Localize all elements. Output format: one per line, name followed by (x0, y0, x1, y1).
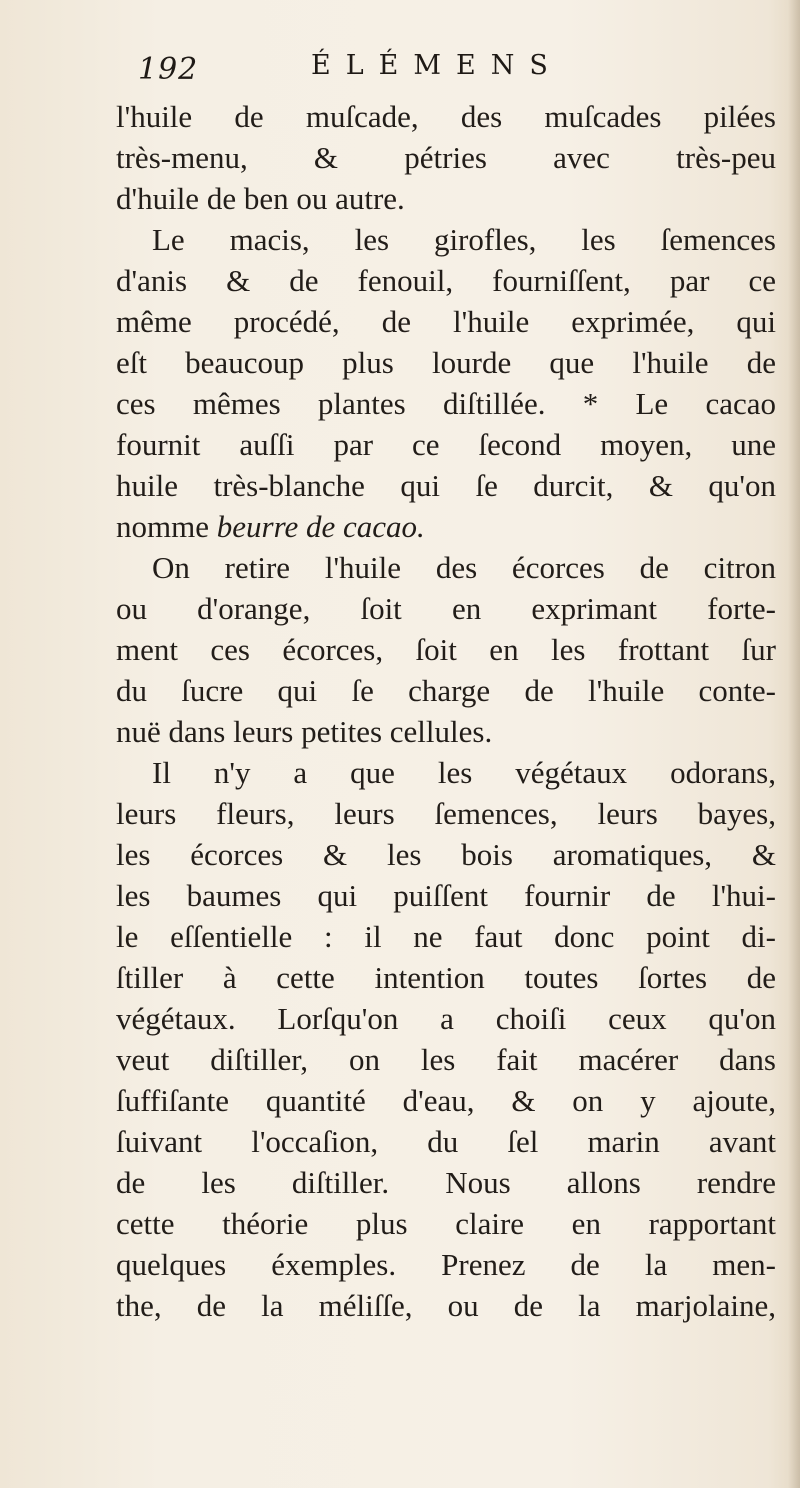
text-line-content: cette théorie plus claire en rapportant (116, 1206, 776, 1241)
text-line-content: le eſſentielle : il ne faut donc point di- (116, 919, 776, 954)
text-line-content: Il n'y a que les végétaux odorans, (152, 755, 776, 790)
text-line (116, 1285, 776, 1326)
text-line-content: ou d'orange, ſoit en exprimant forte- (116, 591, 776, 626)
text-line (116, 875, 776, 916)
text-line-content: les baumes qui puiſſent fournir de l'hui- (116, 878, 776, 913)
text-line-content: Le macis, les girofles, les ſemences (152, 222, 776, 257)
text-line-content: très-menu, & pétries avec très-peu (116, 140, 776, 175)
text-line (116, 506, 776, 547)
text-line-content: végétaux. Lorſqu'on a choiſi ceux qu'on (116, 1001, 776, 1036)
text-line-content: quelques éxemples. Prenez de la men- (116, 1247, 776, 1282)
text-line-content: d'anis & de fenouil, fourniſſent, par ce (116, 263, 776, 298)
text-line-content: On retire l'huile des écorces de citron (152, 550, 776, 585)
text-line-content: fournit auſſi par ce ſecond moyen, une (116, 427, 776, 462)
text-line (116, 1121, 776, 1162)
text-line (116, 1039, 776, 1080)
text-line-content: du ſucre qui ſe charge de l'huile conte- (116, 673, 776, 708)
text-line-content: nuë dans leurs petites cellules. (116, 714, 493, 749)
text-line (116, 1080, 776, 1121)
text-line (116, 957, 776, 998)
text-line (116, 588, 776, 629)
text-line (116, 137, 776, 178)
text-line (116, 752, 776, 793)
page-header (138, 44, 608, 96)
text-line (116, 998, 776, 1039)
text-line (116, 670, 776, 711)
text-line-content: de les diſtiller. Nous allons rendre (116, 1165, 776, 1200)
running-title: ÉLÉMENS (311, 50, 563, 81)
text-line-content: même procédé, de l'huile exprimée, qui (116, 304, 776, 339)
text-line (116, 178, 776, 219)
text-line (116, 219, 776, 260)
text-line (116, 383, 776, 424)
text-line (116, 547, 776, 588)
text-line-content: ces mêmes plantes diſtillée. * Le cacao (116, 386, 776, 421)
text-line-content: ſuffiſante quantité d'eau, & on y ajoute, (116, 1083, 776, 1118)
text-line-content: huile très-blanche qui ſe durcit, & qu'on (116, 468, 776, 503)
text-line (116, 834, 776, 875)
text-line-content: the, de la méliſſe, ou de la marjolaine, (116, 1288, 776, 1323)
page-number: 192 (138, 52, 199, 87)
text-line (116, 1244, 776, 1285)
text-line (116, 916, 776, 957)
text-line-content: l'huile de muſcade, des muſcades pilées (116, 99, 776, 134)
text-line (116, 96, 776, 137)
text-line-content: ſuivant l'occaſion, du ſel marin avant (116, 1124, 776, 1159)
text-line (116, 1203, 776, 1244)
italic-term: beurre de cacao. (216, 509, 425, 544)
text-line (116, 793, 776, 834)
text-line (116, 424, 776, 465)
text-line-content: les écorces & les bois aromatiques, & (116, 837, 776, 872)
text-line-content: leurs fleurs, leurs ſemences, leurs bayes, (116, 796, 776, 831)
text-line (116, 711, 776, 752)
page-edge-shadow (788, 0, 800, 1488)
text-line (116, 629, 776, 670)
body-text (116, 96, 776, 1326)
text-line-content: veut diſtiller, on les fait macérer dans (116, 1042, 776, 1077)
text-line (116, 260, 776, 301)
text-line-content: d'huile de ben ou autre. (116, 181, 405, 216)
text-line-content: eſt beaucoup plus lourde que l'huile de (116, 345, 776, 380)
text-line (116, 465, 776, 506)
text-line-content: ment ces écorces, ſoit en les frottant ſur (116, 632, 776, 667)
text-line (116, 342, 776, 383)
text-line-content: nomme (116, 509, 209, 544)
text-line-content: ſtiller à cette intention toutes ſortes de (116, 960, 776, 995)
text-line (116, 1162, 776, 1203)
text-line (116, 301, 776, 342)
